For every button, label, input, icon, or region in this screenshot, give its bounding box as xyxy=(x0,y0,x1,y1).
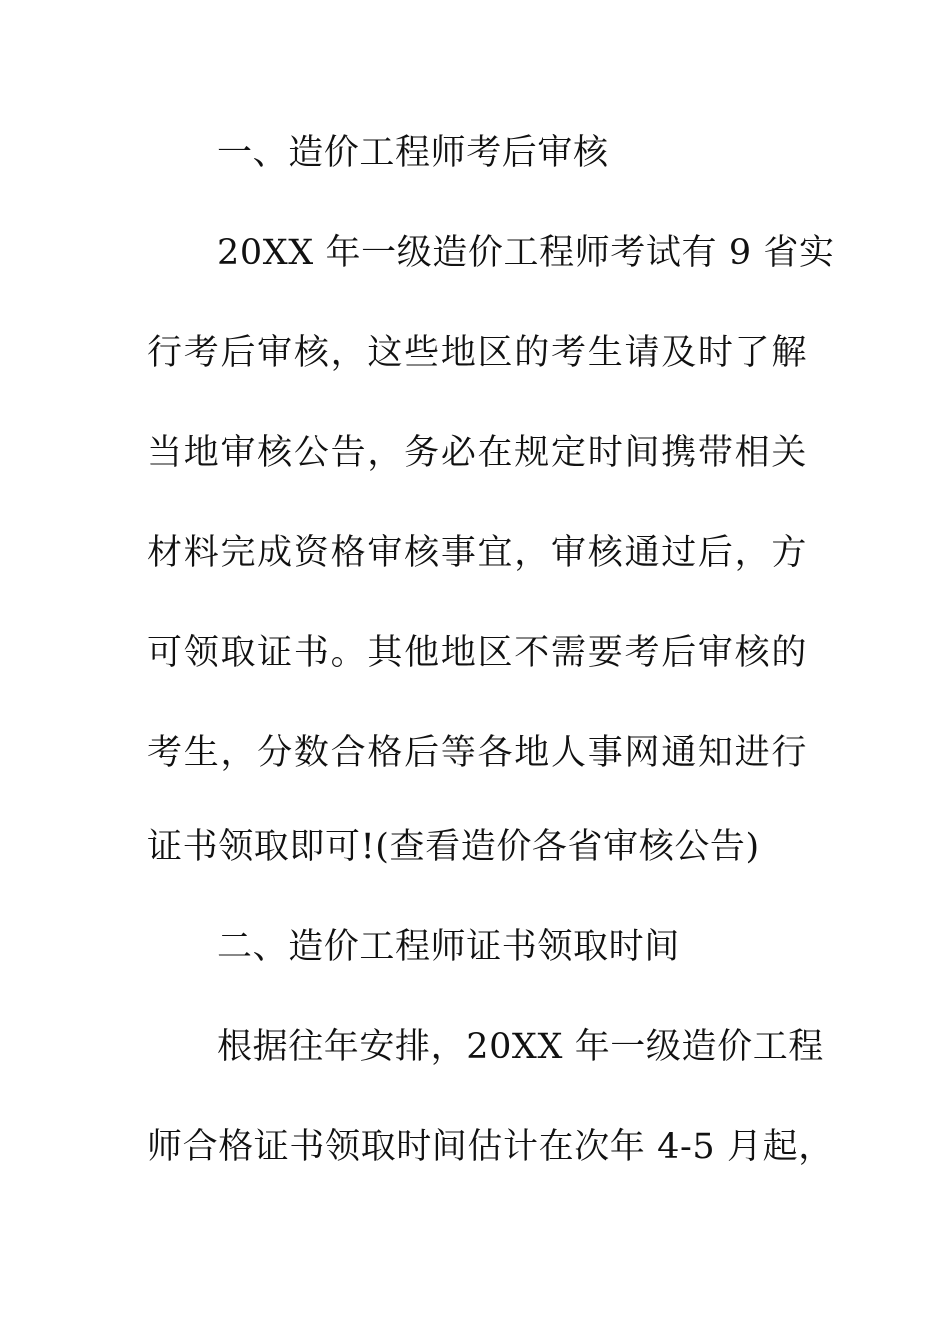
section-heading-review: 一、造价工程师考后审核 xyxy=(217,133,609,173)
paragraph-line: 证书领取即可!(查看造价各省审核公告) xyxy=(147,827,760,867)
paragraph-line: 材料完成资格审核事宜，审核通过后，方 xyxy=(147,533,807,573)
paragraph-line: 可领取证书。其他地区不需要考后审核的 xyxy=(147,633,807,673)
paragraph-line: 根据往年安排，20XX 年一级造价工程 xyxy=(217,1027,824,1067)
section-heading-certificate-time: 二、造价工程师证书领取时间 xyxy=(217,927,680,967)
paragraph-line: 考生，分数合格后等各地人事网通知进行 xyxy=(147,733,807,773)
paragraph-line: 当地审核公告，务必在规定时间携带相关 xyxy=(147,433,807,473)
paragraph-line: 师合格证书领取时间估计在次年 4-5 月起， xyxy=(147,1127,834,1167)
paragraph-line: 20XX 年一级造价工程师考试有 9 省实 xyxy=(217,233,835,273)
paragraph-line: 行考后审核，这些地区的考生请及时了解 xyxy=(147,333,807,373)
